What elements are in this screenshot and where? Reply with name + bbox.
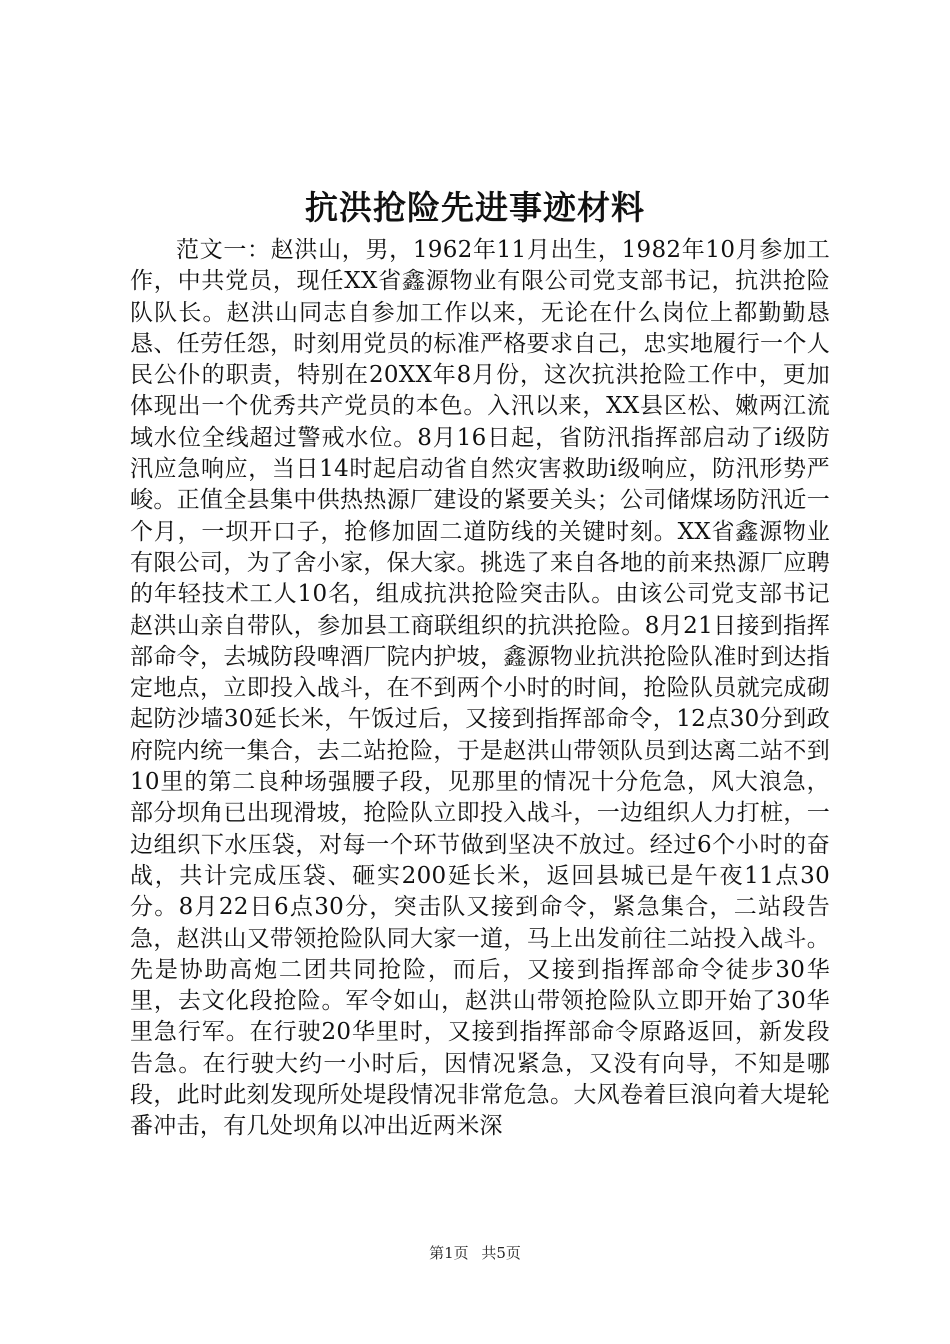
page-footer — [0, 1243, 950, 1263]
document-body-paragraph: 范文一：赵洪山，男，1962年11月出生，1982年10月参加工作，中共党员，现任XX省鑫源物业有限公司党支部书记，抗洪抢险队队长。赵洪山同志自参加工作以来，无论在什么岗位上都勤勤恳恳、任劳任怨，时刻用党员的标准严格要求自己，忠实地履行一个人民公仆的职责，特别在20XX年8月份，这次抗洪抢险工作中，更加体现出一个优秀共产党员的本色。入汛以来，XX县区松、嫩两江流域水位全线超过警戒水位。8月16日起，省防汛指挥部启动了i级防汛应急响应，当日14时起启动省自然灾害救助i级响应，防汛形势严峻。正值全县集中供热热源厂建设的紧要关头；公司储煤场防汛近一个月，一坝开口子，抢修加固二道防线的关键时刻。XX省鑫源物业有限公司，为了舍小家，保大家。挑选了来自各地的前来热源厂应聘的年轻技术工人10名，组成抗洪抢险突击队。由该公司党支部书记赵洪山亲自带队，参加县工商联组织的抗洪抢险。8月21日接到指挥部命令，去城防段啤酒厂院内护坡，鑫源物业抗洪抢险队准时到达指定地点，立即投入战斗，在不到两个小时的时间，抢险队员就完成砌起防沙墙30延长米，午饭过后，又接到指挥部命令，12点30分到政府院内统一集合，去二站抢险，于是赵洪山带领队员到达离二站不到10里的第二良种场强腰子段，见那里的情况十分危急，风大浪急，部分坝角已出现滑坡，抢险队立即投入战斗，一边组织人力打桩，一边组织下水压袋，对每一个环节做到坚决不放过。经过6个小时的奋战，共计完成压袋、砸实200延长米，返回县城已是午夜11点30分。8月22日6点30分，突击队又接到命令，紧急集合，二站段告急，赵洪山又带领抢险队同大家一道，马上出发前往二站投入战斗。先是协助高炮二团共同抢险，而后，又接到指挥部命令徒步30华里，去文化段抢险。军令如山，赵洪山带领抢险队立即开始了30华里急行军。在行驶20华里时，又接到指挥部命令原路返回，新发段告急。在行驶大约一小时后，因情况紧急，又没有向导，不知是哪段，此时此刻发现所处堤段情况非常危急。大风卷着巨浪向着大堤轮番冲击，有几处坝角以冲出近两米深 — [130, 237, 830, 1140]
document-title: 抗洪抢险先进事迹材料 — [305, 188, 645, 227]
page-number: 第1页 — [429, 1244, 469, 1262]
page-total: 共5页 — [481, 1244, 521, 1262]
